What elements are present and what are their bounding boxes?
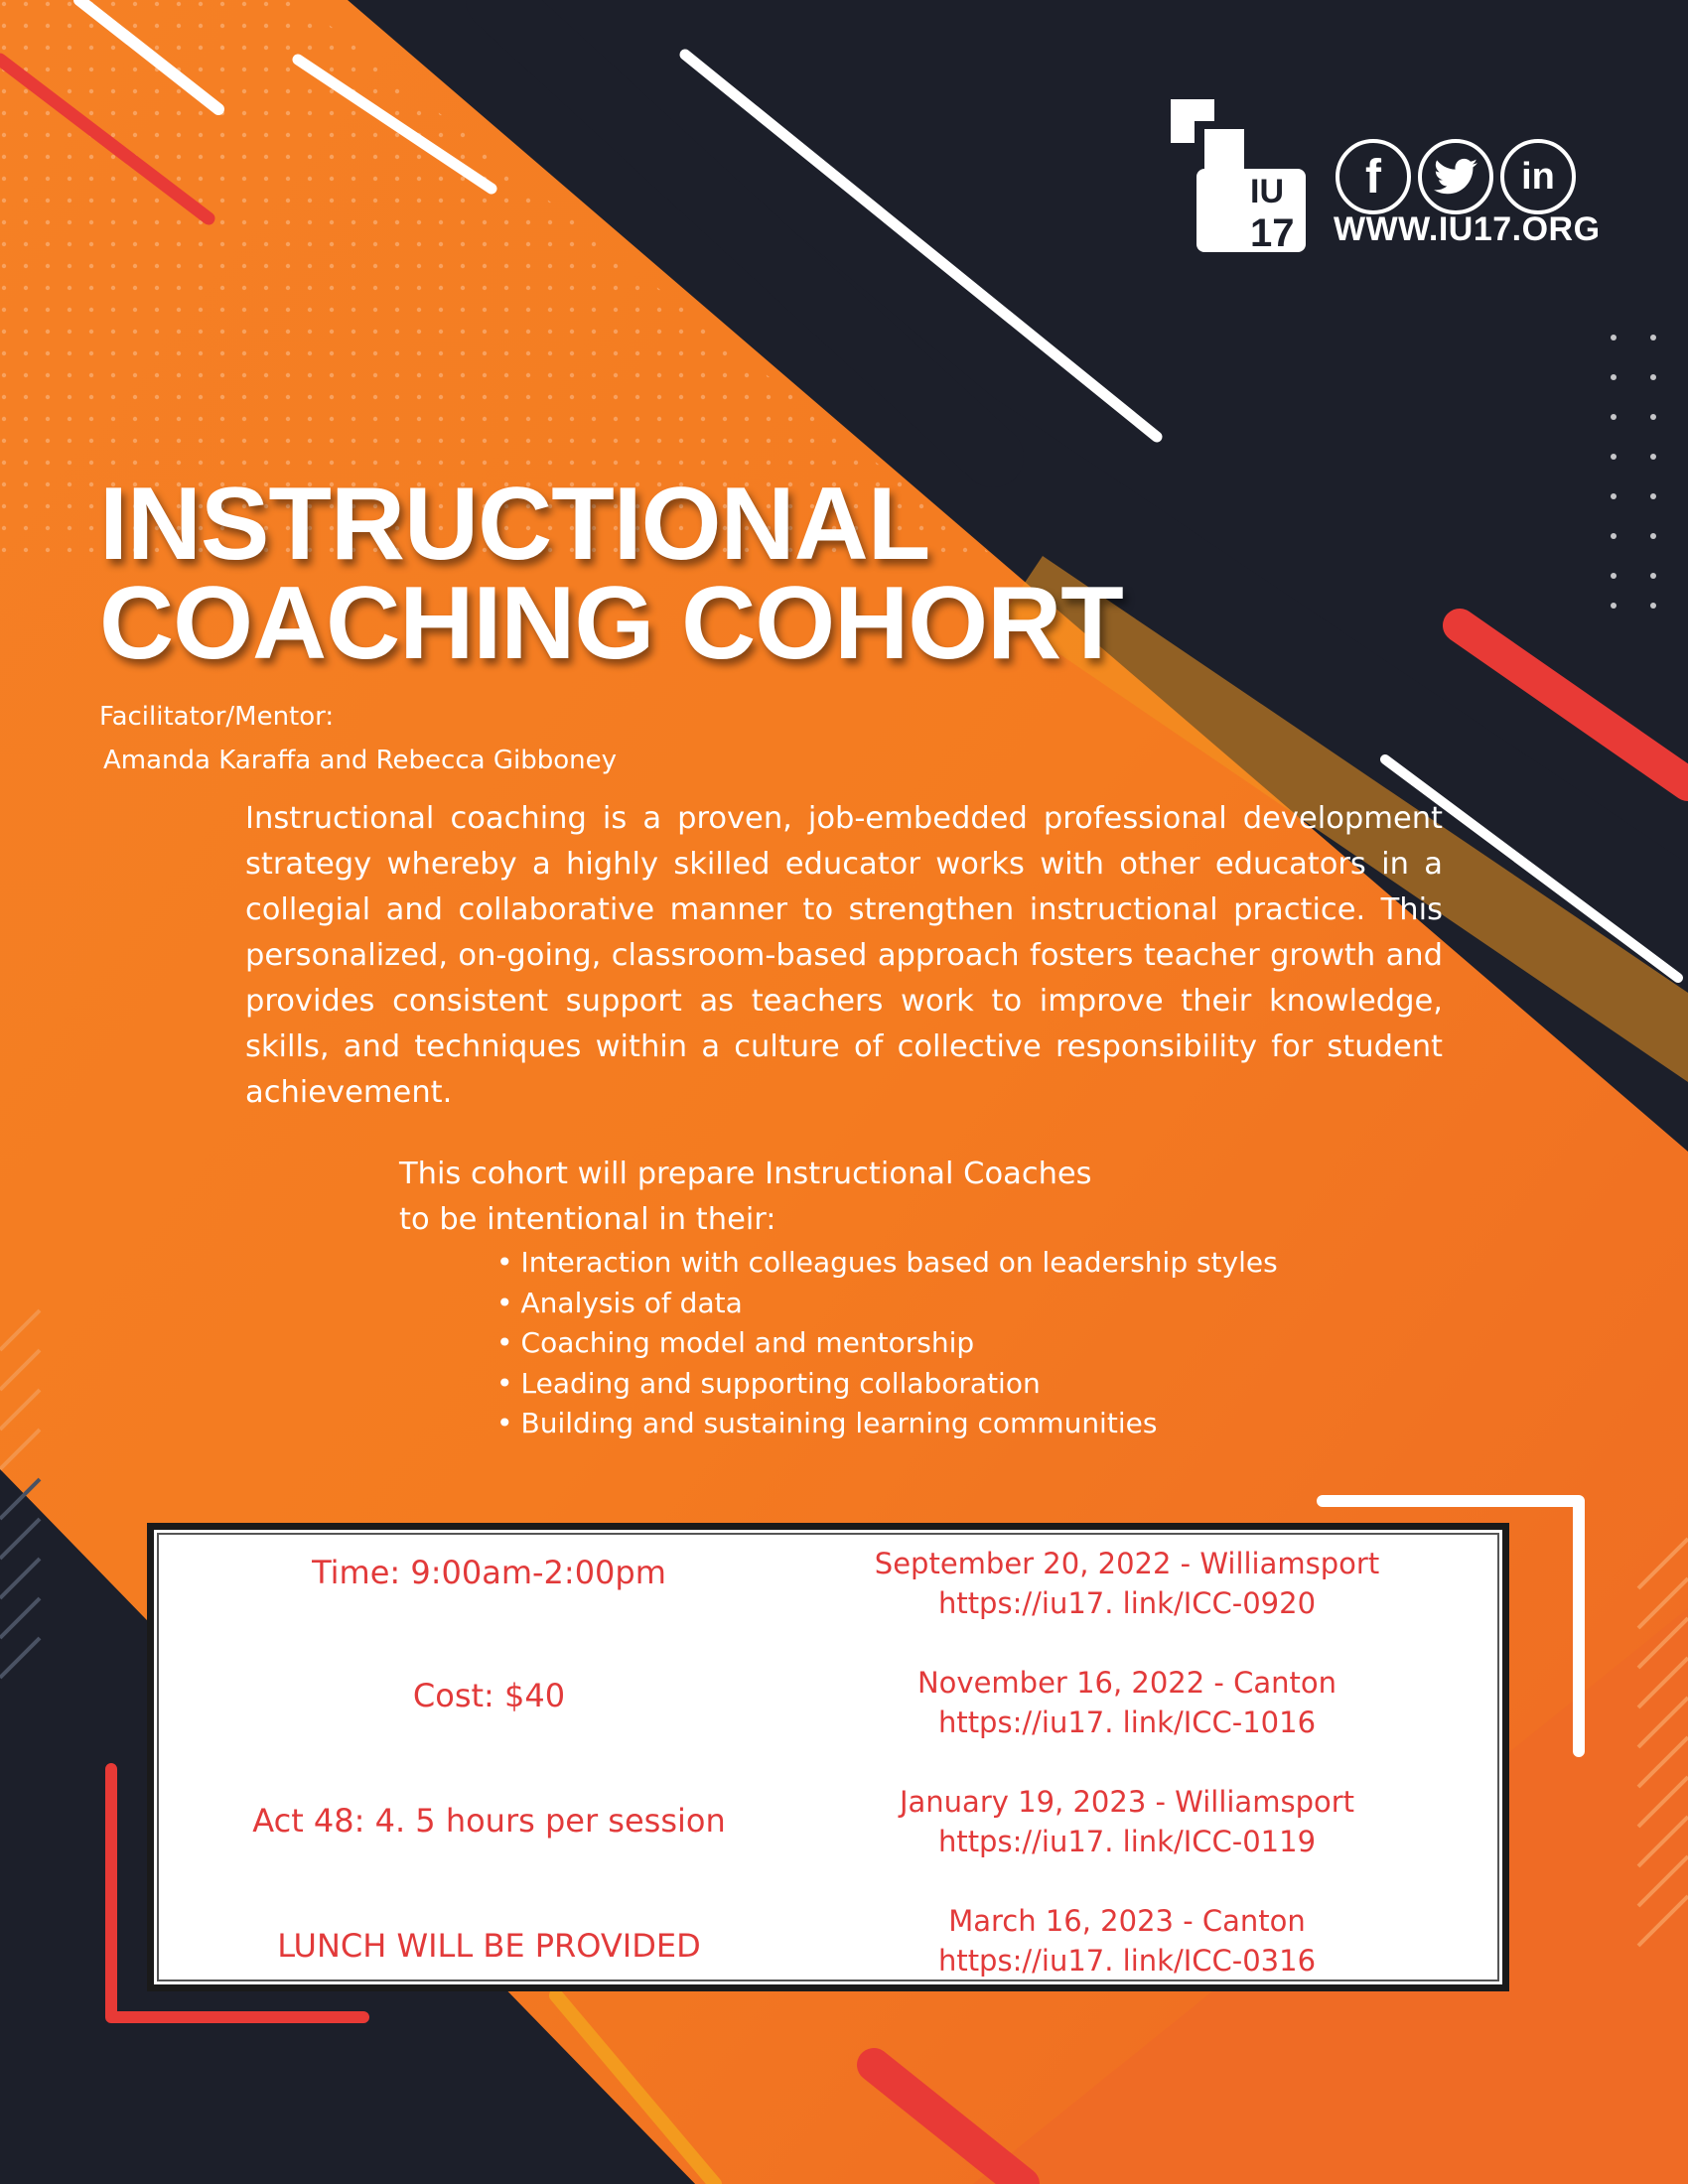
cohort-line-1: This cohort will prepare Instructional Coaches [399, 1157, 1092, 1191]
session-link[interactable]: https://iu17. link/ICC-0316 [937, 1944, 1317, 1978]
session-date: March 16, 2023 - Canton [948, 1904, 1306, 1938]
session-info-box [147, 1523, 1509, 1991]
title-line-1: INSTRUCTIONAL [99, 467, 930, 582]
session-1 [829, 1544, 1425, 1623]
session-2 [829, 1663, 1425, 1742]
website-url[interactable]: WWW.IU17.ORG [1334, 210, 1601, 248]
session-date: January 19, 2023 - Williamsport [899, 1785, 1355, 1819]
svg-text:17: 17 [1250, 211, 1295, 255]
cohort-goals-list [496, 1243, 1278, 1444]
intro-paragraph: Instructional coaching is a proven, job-embedded professional development strategy whereby a highly skilled educator works with other educators in a collegial and collaborative manner to strengthen instructional practice. This personalized, on-going, classroom-based approach fosters teacher growth and provides consistent support as teachers work to improve their knowledge, skills, and techniques within a culture of collective responsibility for student achievement. [245, 801, 1443, 1110]
act48-text: Act 48: 4. 5 hours per session [252, 1802, 726, 1840]
session-3 [829, 1782, 1425, 1861]
lunch-text: LUNCH WILL BE PROVIDED [277, 1927, 701, 1965]
twitter-icon[interactable] [1418, 139, 1493, 214]
page-title [99, 467, 1123, 681]
iu17-logo[interactable] [1167, 99, 1604, 258]
list-item: • Leading and supporting collaboration [496, 1364, 1278, 1405]
session-link[interactable]: https://iu17. link/ICC-1016 [937, 1706, 1317, 1739]
list-item: • Interaction with colleagues based on leadership styles [496, 1243, 1278, 1284]
linkedin-icon[interactable]: in [1500, 139, 1576, 214]
list-item: • Coaching model and mentorship [496, 1323, 1278, 1364]
cost-text: Cost: $40 [412, 1677, 566, 1714]
session-4 [829, 1901, 1425, 1980]
cohort-intro [399, 1152, 1092, 1243]
facilitator-block [99, 695, 617, 782]
cohort-line-2: to be intentional in their: [399, 1202, 776, 1237]
time-text: Time: 9:00am-2:00pm [312, 1554, 666, 1591]
session-date: September 20, 2022 - Williamsport [874, 1547, 1380, 1580]
list-item: • Analysis of data [496, 1284, 1278, 1324]
session-link[interactable]: https://iu17. link/ICC-0920 [937, 1586, 1317, 1620]
list-item: • Building and sustaining learning communities [496, 1404, 1278, 1444]
svg-text:IU: IU [1250, 173, 1284, 210]
session-link[interactable]: https://iu17. link/ICC-0119 [937, 1825, 1317, 1858]
facebook-icon[interactable]: f [1336, 139, 1411, 214]
iu17-logo-mark [1167, 99, 1326, 258]
title-line-2: COACHING COHORT [99, 566, 1123, 681]
session-date: November 16, 2022 - Canton [916, 1666, 1336, 1700]
facilitator-names: Amanda Karaffa and Rebecca Gibboney [103, 746, 617, 775]
facilitator-label: Facilitator/Mentor: [99, 702, 335, 732]
